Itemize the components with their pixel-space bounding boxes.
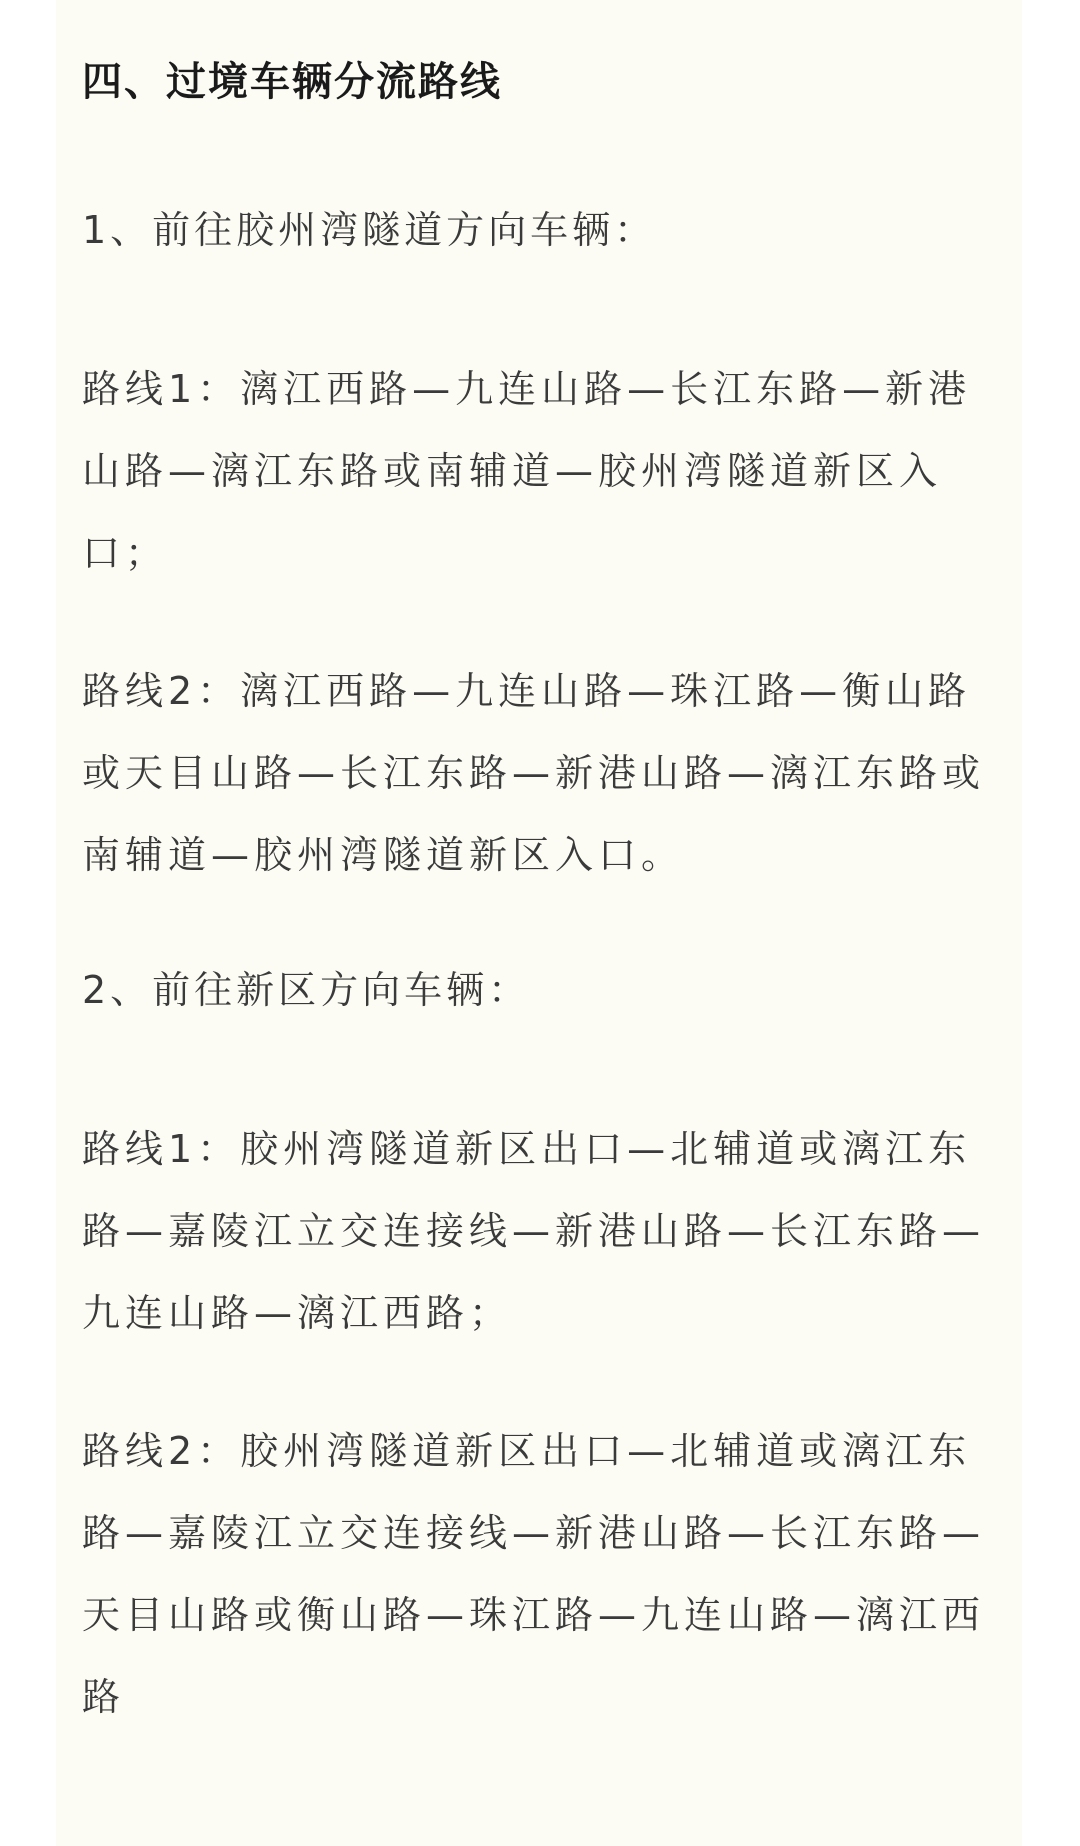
section2-title: 2、前往新区方向车辆： bbox=[82, 968, 531, 1012]
section2-route2: 路线2：胶州湾隧道新区出口—北辅道或漓江东路—嘉陵江立交连接线—新港山路—长江东路—天目山路或衡山路—珠江路—九连山路—漓江西路 bbox=[82, 1429, 986, 1719]
article-page bbox=[56, 0, 1022, 1846]
section2-route1: 路线1：胶州湾隧道新区出口—北辅道或漓江东路—嘉陵江立交连接线—新港山路—长江东路—九连山路—漓江西路； bbox=[82, 1127, 986, 1335]
section-heading: 四、过境车辆分流路线 bbox=[82, 59, 502, 105]
section1-route2: 路线2：漓江西路—九连山路—珠江路—衡山路或天目山路—长江东路—新港山路—漓江东路或南辅道—胶州湾隧道新区入口。 bbox=[82, 669, 986, 877]
section1-title: 1、前往胶州湾隧道方向车辆： bbox=[82, 208, 657, 252]
section1-route1: 路线1：漓江西路—九连山路—长江东路—新港山路—漓江东路或南辅道—胶州湾隧道新区入口； bbox=[82, 367, 972, 575]
